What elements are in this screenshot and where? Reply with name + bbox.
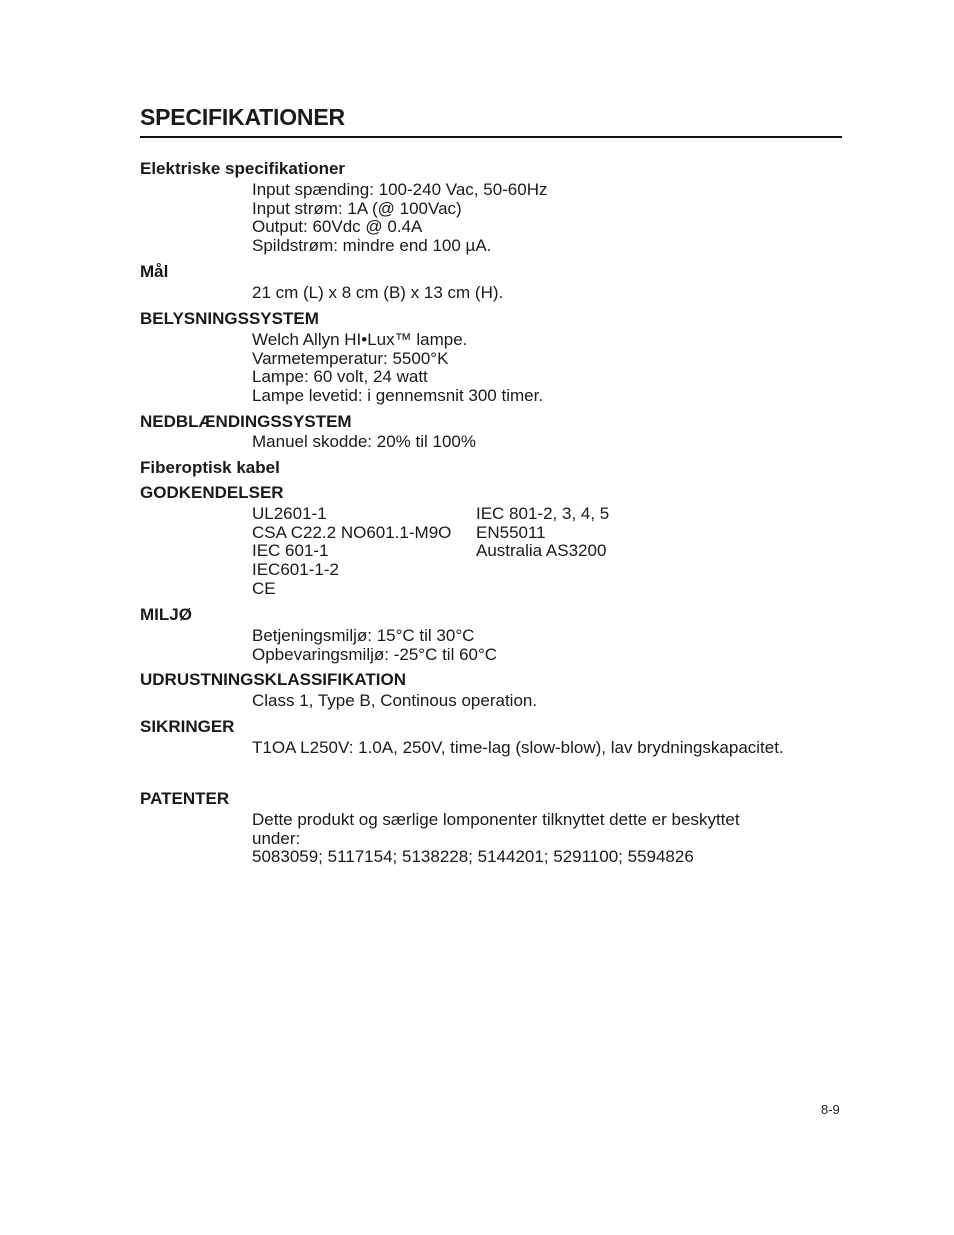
patents-body <box>252 811 740 867</box>
dimming-heading: NEDBLÆNDINGSSYSTEM <box>140 412 352 431</box>
dimensions-body <box>252 284 503 303</box>
approval-item: CE <box>252 578 276 598</box>
electrical-line: Spildstrøm: mindre end 100 µA. <box>252 236 492 256</box>
approval-item: CSA C22.2 NO601.1-M9O <box>252 522 452 542</box>
approval-item: EN55011 <box>476 522 546 542</box>
lighting-line: Lampe: 60 volt, 24 watt <box>252 367 428 387</box>
dimming-body <box>252 433 476 452</box>
page-title: SPECIFIKATIONER <box>140 104 345 130</box>
electrical-body <box>252 181 548 256</box>
lighting-line: Varmetemperatur: 5500°K <box>252 348 449 368</box>
approval-item: Australia AS3200 <box>476 541 607 561</box>
lighting-heading: BELYSNINGSSYSTEM <box>140 309 319 328</box>
approval-item: UL2601-1 <box>252 504 327 523</box>
patents-heading: PATENTER <box>140 789 230 808</box>
classification-body <box>252 692 537 711</box>
patents-line: 5083059; 5117154; 5138228; 5144201; 5291100; 5594826 <box>252 847 694 867</box>
patents-line: Dette produkt og særlige lomponenter tilknyttet dette er beskyttet <box>252 810 740 829</box>
approval-item: IEC601-1-2 <box>252 560 339 580</box>
title-divider <box>140 136 842 138</box>
fuses-heading: SIKRINGER <box>140 717 235 736</box>
classification-line: Class 1, Type B, Continous operation. <box>252 691 538 710</box>
dimensions-line: 21 cm (L) x 8 cm (B) x 13 cm (H). <box>252 283 504 302</box>
approvals-heading: GODKENDELSER <box>140 483 284 502</box>
electrical-line: Output: 60Vdc @ 0.4A <box>252 217 423 237</box>
electrical-heading: Elektriske specifikationer <box>140 159 346 178</box>
dimensions-heading: Mål <box>140 262 169 281</box>
fuses-line: T1OA L250V: 1.0A, 250V, time-lag (slow-blow), lav brydningskapacitet. <box>252 738 784 757</box>
environment-line: Opbevaringsmiljø: -25°C til 60°C <box>252 644 498 664</box>
lighting-body <box>252 331 543 406</box>
page-number: 8-9 <box>821 1102 840 1117</box>
approval-item: IEC 601-1 <box>252 541 329 561</box>
environment-body <box>252 627 497 664</box>
electrical-line: Input spænding: 100-240 Vac, 50-60Hz <box>252 180 548 199</box>
electrical-line: Input strøm: 1A (@ 100Vac) <box>252 198 462 218</box>
fiber-heading: Fiberoptisk kabel <box>140 458 280 477</box>
dimming-line: Manuel skodde: 20% til 100% <box>252 432 476 451</box>
environment-line: Betjeningsmiljø: 15°C til 30°C <box>252 626 475 645</box>
environment-heading: MILJØ <box>140 605 192 624</box>
approvals-right-column <box>476 505 609 561</box>
approval-item: IEC 801-2, 3, 4, 5 <box>476 504 610 523</box>
patents-line: under: <box>252 828 301 848</box>
classification-heading: UDRUSTNINGSKLASSIFIKATION <box>140 670 407 689</box>
lighting-line: Lampe levetid: i gennemsnit 300 timer. <box>252 386 544 406</box>
lighting-line: Welch Allyn HI•Lux™ lampe. <box>252 330 468 349</box>
approvals-left-column <box>252 505 451 599</box>
fuses-body <box>252 739 784 758</box>
